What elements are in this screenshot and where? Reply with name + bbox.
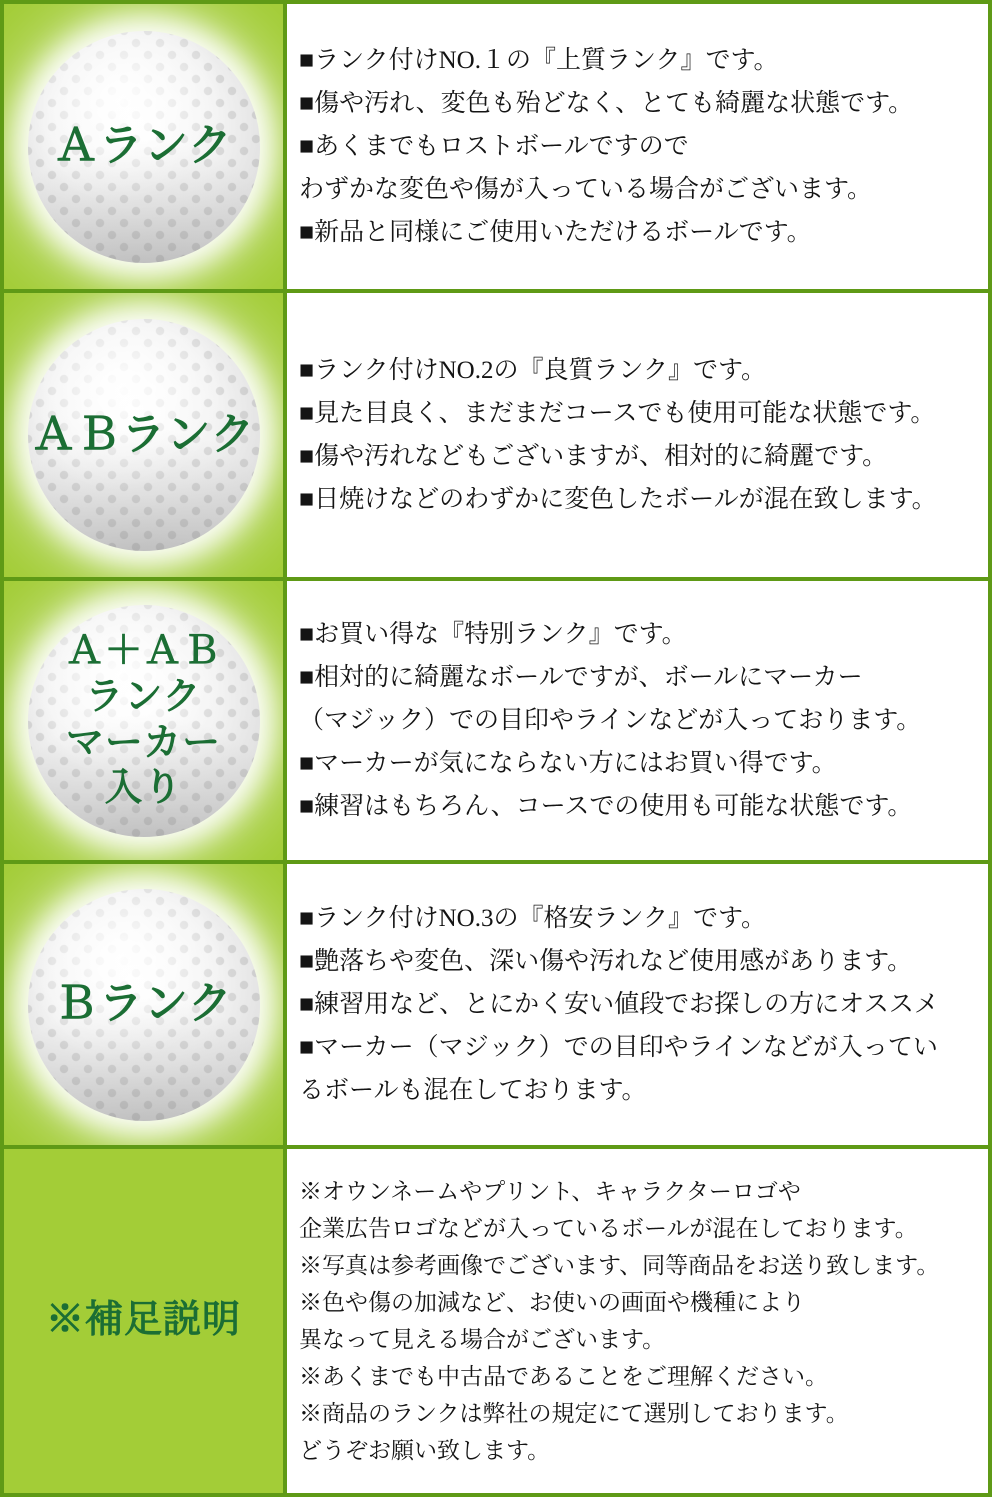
rank-label-line: ランク <box>85 675 202 718</box>
description-line: ■マーカーが気にならない方にはお買い得です。 <box>299 750 837 777</box>
rank-label-line: Ａ＋ＡＢ <box>65 630 222 673</box>
rank-row-ab <box>4 293 988 581</box>
description-line: ■日焼けなどのわずかに変色したボールが混在致します。 <box>299 486 937 513</box>
notes-overlay <box>4 1149 283 1493</box>
description-line: ■相対的に綺麗なボールですが、ボールにマーカー <box>299 664 863 691</box>
description-line: ■ランク付けNO.3の『格安ランク』です。 <box>299 905 766 932</box>
description-line: ■傷や汚れなどもございますが、相対的に綺麗です。 <box>299 443 888 470</box>
rank-row-a-ab-marker <box>4 581 988 864</box>
description-line: ■練習はもちろん、コースでの使用も可能な状態です。 <box>299 793 913 820</box>
notes-cell <box>4 1149 287 1493</box>
rank-label-b: Ｂランク <box>53 979 234 1029</box>
rank-description-a <box>287 4 988 289</box>
description-line: ■見た目良く、まだまだコースでも使用可能な状態です。 <box>299 400 936 427</box>
rank-overlay-a <box>4 4 283 289</box>
description-line: ※写真は参考画像でございます、同等商品をお送り致します。 <box>299 1253 940 1278</box>
description-line: ■傷や汚れ、変色も殆どなく、とても綺麗な状態です。 <box>299 90 914 117</box>
rank-label-ab: ＡＢランク <box>31 409 256 459</box>
rank-cell-a-ab-marker <box>4 581 287 860</box>
description-line: ※あくまでも中古品であることをご理解ください。 <box>299 1364 828 1389</box>
rank-description-a-ab-marker <box>287 581 988 860</box>
rank-overlay-ab <box>4 293 283 577</box>
description-line: ※商品のランクは弊社の規定にて選別しております。 <box>299 1401 849 1426</box>
notes-row <box>4 1149 988 1493</box>
description-line: どうぞお願い致します。 <box>299 1438 551 1463</box>
rank-overlay-b <box>4 864 283 1145</box>
notes-description <box>287 1149 988 1493</box>
description-line: 異なって見える場合がございます。 <box>299 1327 666 1352</box>
description-line: ■マーカー（マジック）での目印やラインなどが入ってい <box>299 1034 938 1061</box>
description-line: るボールも混在しております。 <box>299 1077 647 1104</box>
description-line: ※色や傷の加減など、お使いの画面や機種により <box>299 1290 805 1315</box>
rank-description-ab <box>287 293 988 577</box>
description-line: ※オウンネームやプリント、キャラクターロゴや <box>299 1179 801 1204</box>
description-line: わずかな変色や傷が入っている場合がございます。 <box>299 176 873 203</box>
rank-description-b <box>287 864 988 1145</box>
rank-label-line: 入り <box>104 767 183 810</box>
description-line: ■ランク付けNO.１の『上質ランク』です。 <box>299 47 779 74</box>
rank-cell-b <box>4 864 287 1145</box>
rank-row-b <box>4 864 988 1149</box>
description-line: ■ランク付けNO.2の『良質ランク』です。 <box>299 357 766 384</box>
rank-cell-ab <box>4 293 287 577</box>
description-line: ■新品と同様にご使用いただけるボールです。 <box>299 219 812 246</box>
description-line: ■あくまでもロストボールですので <box>299 133 689 160</box>
rank-cell-a <box>4 4 287 289</box>
description-line: 企業広告ロゴなどが入っているボールが混在しております。 <box>299 1216 918 1241</box>
rank-row-a <box>4 4 988 293</box>
description-line: ■お買い得な『特別ランク』です。 <box>299 621 687 648</box>
notes-label: ※補足説明 <box>45 1299 241 1342</box>
description-line: ■練習用など、とにかく安い値段でお探しの方にオススメ <box>299 991 939 1018</box>
rank-overlay-a-ab-marker <box>4 581 283 860</box>
rank-label-line: マーカー <box>65 721 222 764</box>
description-line: （マジック）での目印やラインなどが入っております。 <box>299 707 922 734</box>
description-line: ■艶落ちや変色、深い傷や汚れなど使用感があります。 <box>299 948 913 975</box>
rank-label-a: Ａランク <box>53 121 234 171</box>
